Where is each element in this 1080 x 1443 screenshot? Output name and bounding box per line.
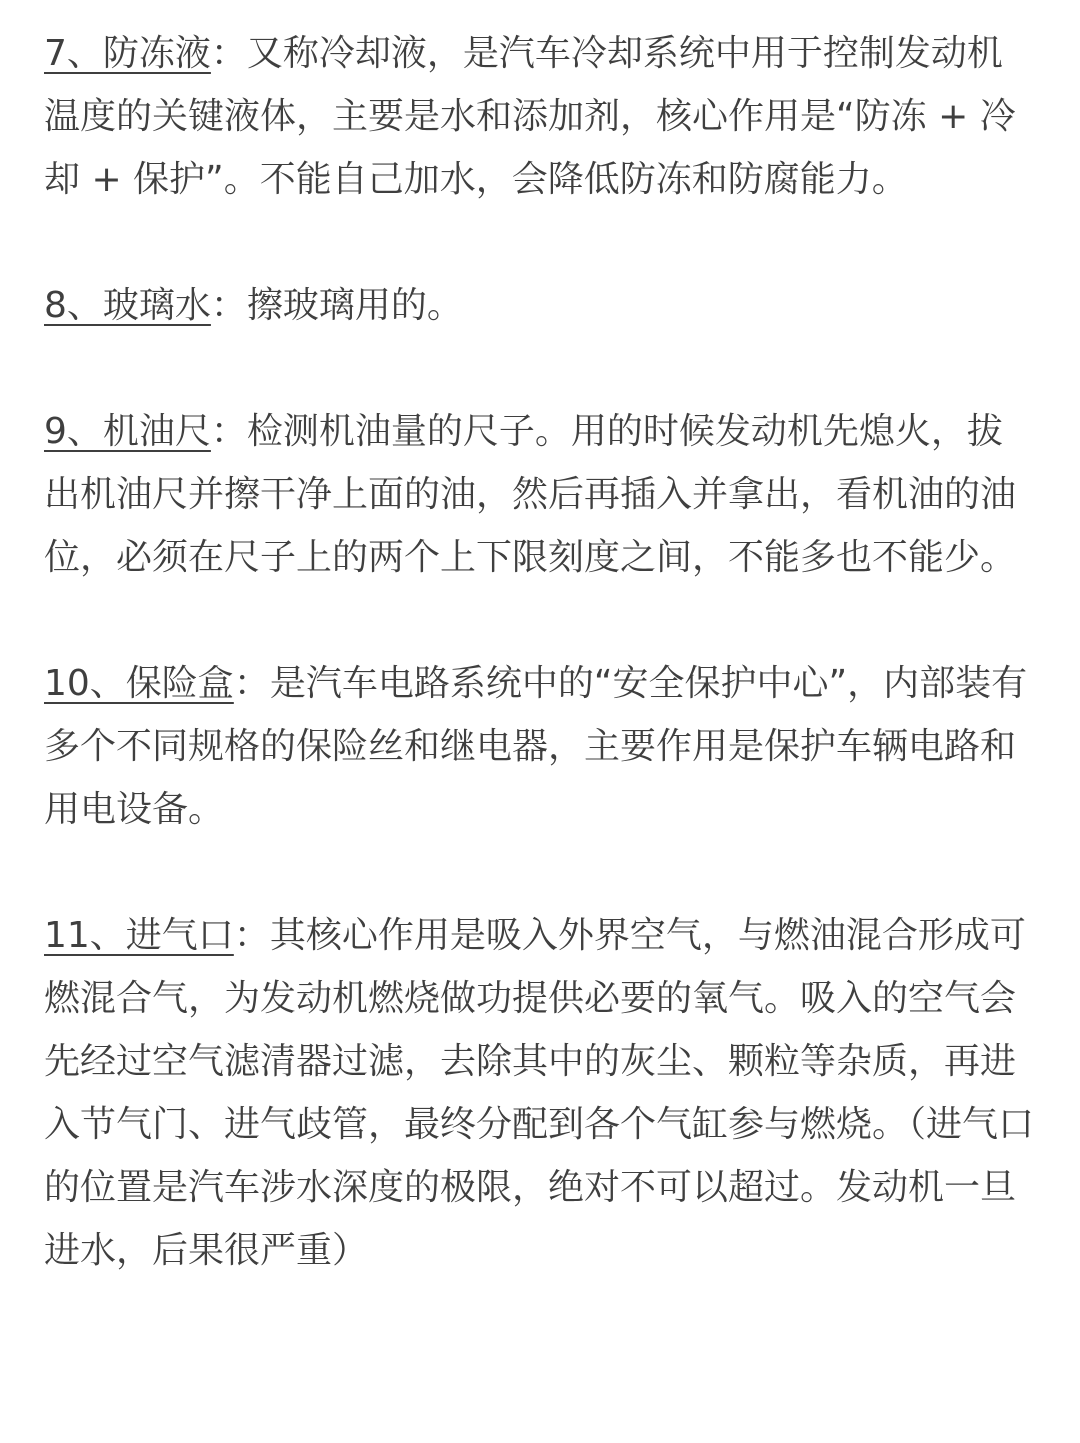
entry-text: 检测机油量的尺子。用的时候发动机先熄火，拔出机油尺并擦干净上面的油，然后再插入并拿出，看机油的油位，必须在尺子上的两个上下限刻度之间，不能多也不能少。 — [44, 411, 1017, 578]
entry-text: 又称冷却液，是汽车冷却系统中用于控制发动机温度的关键液体，主要是水和添加剂，核心作用是“防冻 + 冷却 + 保护”。不能自己加水，会降低防冻和防腐能力。 — [44, 33, 1016, 200]
entry-washer-fluid — [44, 274, 1036, 337]
entry-separator: ： — [233, 915, 270, 956]
entry-antifreeze — [44, 22, 1036, 211]
entry-term: 8、玻璃水 — [44, 285, 211, 326]
entry-term: 11、进气口 — [44, 915, 234, 956]
entry-fuse-box — [44, 652, 1036, 841]
entry-term: 9、机油尺 — [44, 411, 211, 452]
entry-air-intake — [44, 904, 1036, 1282]
entry-separator: ： — [210, 411, 247, 452]
entry-text: 其核心作用是吸入外界空气，与燃油混合形成可燃混合气，为发动机燃烧做功提供必要的氧气。吸入的空气会先经过空气滤清器过滤，去除其中的灰尘、颗粒等杂质，再进入节气门、进气歧管，最终分配到各个气缸参与燃烧。（进气口的位置是汽车涉水深度的极限，绝对不可以超过。发动机一旦进水，后果很严重） — [44, 915, 1035, 1271]
entry-term: 10、保险盒 — [44, 663, 234, 704]
entry-term: 7、防冻液 — [44, 33, 211, 74]
entry-text: 是汽车电路系统中的“安全保护中心”，内部装有多个不同规格的保险丝和继电器，主要作用是保护车辆电路和用电设备。 — [44, 663, 1028, 830]
entry-text: 擦玻璃用的。 — [246, 285, 463, 326]
entry-separator: ： — [233, 663, 270, 704]
entry-separator: ： — [210, 33, 247, 74]
document-body — [44, 22, 1036, 1282]
entry-separator: ： — [210, 285, 247, 326]
entry-dipstick — [44, 400, 1036, 589]
